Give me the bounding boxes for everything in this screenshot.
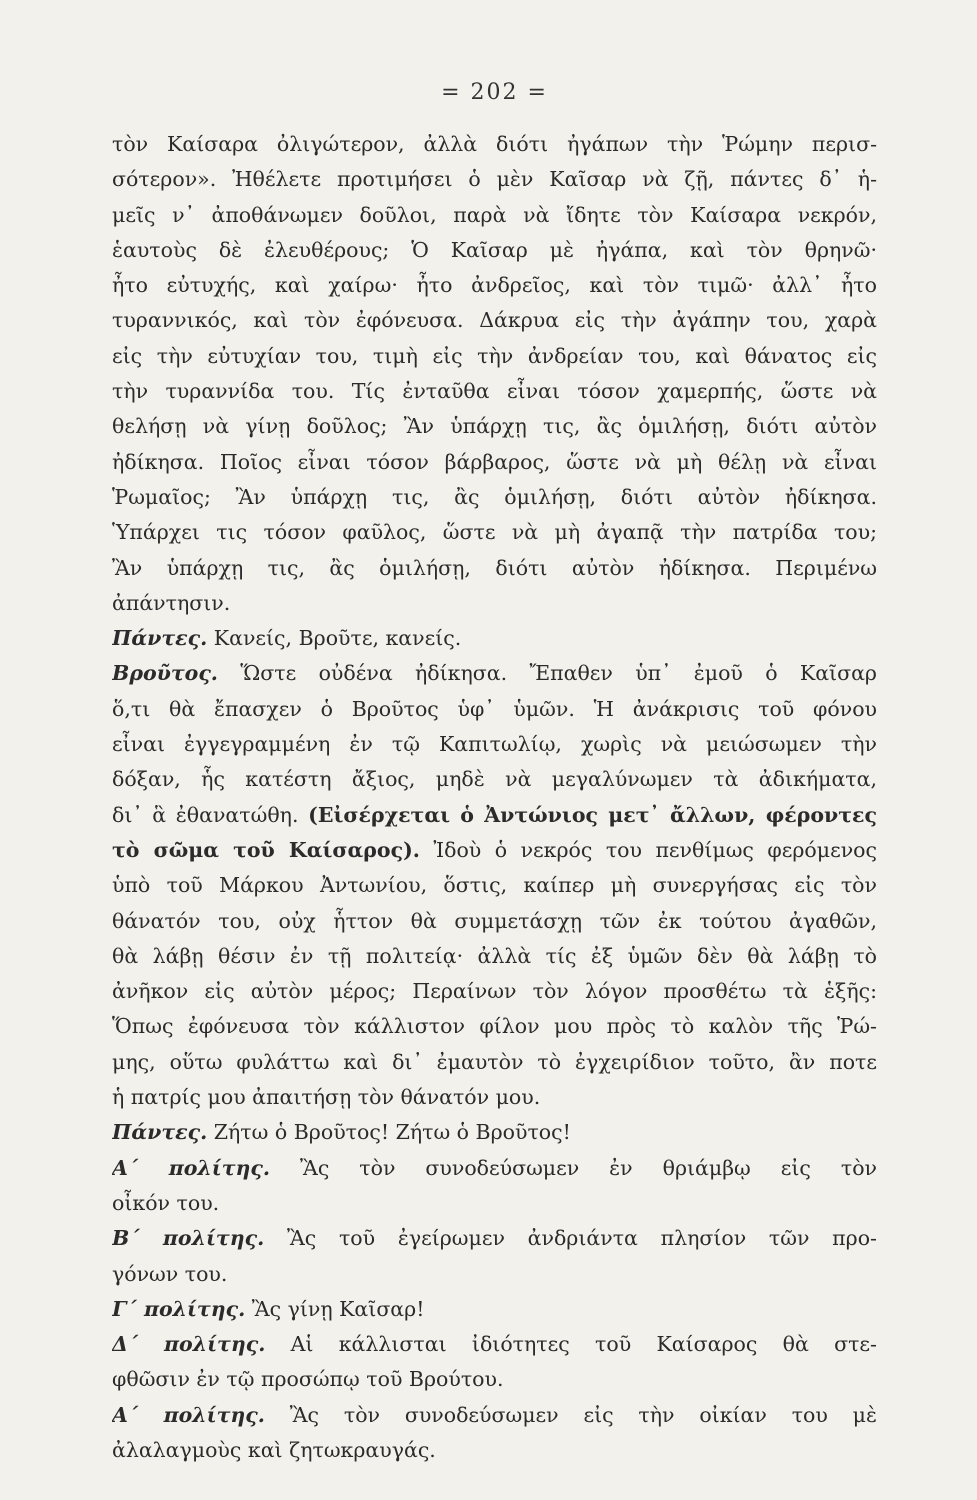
text-line: τὸν Καίσαρα ὀλιγώτερον, ἀλλὰ διότι ἠγάπων τὴν Ῥώμην περισ- bbox=[112, 132, 877, 156]
speech-text: Ζήτω ὁ Βροῦτος! Ζήτω ὁ Βροῦτος! bbox=[213, 1120, 571, 1145]
text-line: τυραννικός, καὶ τὸν ἐφόνευσα. Δάκρυα εἰς τὴν ἀγάπην του, χαρὰ bbox=[112, 308, 877, 333]
text-line: ὅ,τι θὰ ἔπασχεν ὁ Βροῦτος ὑφ᾽ ὑμῶν. Ἡ ἀνάκρισις τοῦ φόνου bbox=[112, 696, 877, 721]
text-line: τὴν τυραννίδα του. Τίς ἐνταῦθα εἶναι τόσον χαμερπής, ὥστε νὰ bbox=[112, 379, 877, 404]
speaker-name: Β΄ πολίτης. bbox=[112, 1226, 265, 1251]
speech-line bbox=[112, 621, 877, 656]
text-line: οἶκόν του. bbox=[112, 1190, 220, 1215]
speaker-name: Πάντες. bbox=[112, 1120, 208, 1145]
text-line: ἡ πατρίς μου ἀπαιτήσῃ τὸν θάνατόν μου. bbox=[112, 1085, 541, 1110]
speech-text: Αἱ κάλλισται ἰδιότητες τοῦ Καίσαρος θὰ στε- bbox=[290, 1332, 877, 1357]
text-line: σότερον». Ἠθέλετε προτιμήσει ὁ μὲν Καῖσαρ νὰ ζῇ, πάντες δ᾽ ἡ- bbox=[112, 167, 877, 192]
speech-line bbox=[112, 1115, 877, 1150]
text-line: ἠδίκησα. Ποῖος εἶναι τόσον βάρβαρος, ὥστε νὰ μὴ θέλῃ νὰ εἶναι bbox=[112, 449, 877, 474]
speech-text: Ἂς τὸν συνοδεύσωμεν εἰς τὴν οἰκίαν του μὲ bbox=[289, 1402, 877, 1427]
speech-text: Ἰδοὺ ὁ νεκρός του πενθίμως φερόμενος bbox=[433, 837, 877, 862]
text-line: εἶναι ἐγγεγραμμένη ἐν τῷ Καπιτωλίῳ, χωρὶς νὰ μειώσωμεν τὴν bbox=[112, 732, 877, 757]
speech-line bbox=[112, 1398, 877, 1433]
speech-text: Ὥστε οὐδένα ἠδίκησα. Ἔπαθεν ὑπ᾽ ἐμοῦ ὁ Καῖσαρ bbox=[240, 661, 877, 686]
speech-text: Ἂς τὸν συνοδεύσωμεν ἐν θριάμβῳ εἰς τὸν bbox=[300, 1155, 877, 1180]
speaker-name: Πάντες. bbox=[112, 626, 208, 651]
speech-text: δι᾽ ἃ ἐθανατώθη. bbox=[112, 802, 299, 827]
body-text bbox=[112, 127, 877, 1468]
text-line: ἀπάντησιν. bbox=[112, 590, 231, 615]
text-line: Ῥωμαῖος; Ἂν ὑπάρχῃ τις, ἂς ὁμιλήσῃ, διότι αὐτὸν ἠδίκησα. bbox=[112, 484, 877, 509]
text-line: ἦτο εὐτυχής, καὶ χαίρω· ἦτο ἀνδρεῖος, καὶ τὸν τιμῶ· ἀλλ᾽ ἦτο bbox=[112, 273, 877, 298]
text-line: ἑαυτοὺς δὲ ἐλευθέρους; Ὁ Καῖσαρ μὲ ἠγάπα, καὶ τὸν θρηνῶ· bbox=[112, 237, 877, 262]
speech-text: Κανείς, Βροῦτε, κανείς. bbox=[213, 626, 462, 651]
text-line: ὑπὸ τοῦ Μάρκου Ἀντωνίου, ὅστις, καίπερ μὴ συνεργήσας εἰς τὸν bbox=[112, 873, 877, 898]
speech-line bbox=[112, 656, 877, 691]
text-line: θὰ λάβῃ θέσιν ἐν τῇ πολιτείᾳ· ἀλλὰ τίς ἐξ ὑμῶν δὲν θὰ λάβῃ τὸ bbox=[112, 943, 877, 968]
speech-line bbox=[112, 833, 877, 868]
page-number: = 202 = bbox=[441, 80, 548, 105]
speech-text: Ἂς γίνῃ Καῖσαρ! bbox=[251, 1296, 425, 1321]
speech-line bbox=[112, 1292, 877, 1327]
text-line: ἀνῆκον εἰς αὐτὸν μέρος; Περαίνων τὸν λόγον προσθέτω τὰ ἑξῆς: bbox=[112, 979, 877, 1004]
text-line: Ὑπάρχει τις τόσον φαῦλος, ὥστε νὰ μὴ ἀγαπᾷ τὴν πατρίδα του; bbox=[112, 520, 877, 545]
speaker-name: Α΄ πολίτης. bbox=[112, 1155, 271, 1180]
speech-text: Ἂς τοῦ ἐγείρωμεν ἀνδριάντα πλησίον τῶν προ- bbox=[286, 1226, 877, 1251]
speaker-name: Γ΄ πολίτης. bbox=[112, 1296, 246, 1321]
text-line: γόνων του. bbox=[112, 1261, 228, 1286]
stage-direction: (Εἰσέρχεται ὁ Ἀντώνιος μετ᾽ ἄλλων, φέροντες bbox=[308, 802, 877, 827]
text-line: μεῖς ν᾽ ἀποθάνωμεν δοῦλοι, παρὰ νὰ ἴδητε τὸν Καίσαρα νεκρόν, bbox=[112, 202, 877, 227]
stage-direction: τὸ σῶμα τοῦ Καίσαρος). bbox=[112, 837, 420, 862]
speech-line bbox=[112, 1151, 877, 1186]
speaker-name: Α΄ πολίτης. bbox=[112, 1402, 265, 1427]
text-line: θάνατόν του, οὐχ ἧττον θὰ συμμετάσχῃ τῶν ἐκ τούτου ἀγαθῶν, bbox=[112, 908, 877, 933]
text-line: μης, οὕτω φυλάττω καὶ δι᾽ ἐμαυτὸν τὸ ἐγχειρίδιον τοῦτο, ἂν ποτε bbox=[112, 1049, 877, 1074]
speech-line bbox=[112, 1327, 877, 1362]
speaker-name: Δ΄ πολίτης. bbox=[112, 1332, 266, 1357]
text-line: εἰς τὴν εὐτυχίαν του, τιμὴ εἰς τὴν ἀνδρείαν του, καὶ θάνατος εἰς bbox=[112, 343, 877, 368]
text-line: Ἂν ὑπάρχῃ τις, ἂς ὁμιλήσῃ, διότι αὐτὸν ἠδίκησα. Περιμένω bbox=[112, 555, 877, 580]
text-line: φθῶσιν ἐν τῷ προσώπῳ τοῦ Βρούτου. bbox=[112, 1367, 504, 1392]
speech-line bbox=[112, 798, 877, 833]
text-line: δόξαν, ἧς κατέστη ἄξιος, μηδὲ νὰ μεγαλύνωμεν τὰ ἀδικήματα, bbox=[112, 767, 877, 792]
text-line: Ὅπως ἐφόνευσα τὸν κάλλιστον φίλον μου πρὸς τὸ καλὸν τῆς Ῥώ- bbox=[112, 1014, 877, 1039]
text-line: ἀλαλαγμοὺς καὶ ζητωκραυγάς. bbox=[112, 1437, 436, 1462]
speech-line bbox=[112, 1221, 877, 1256]
speaker-name: Βροῦτος. bbox=[112, 661, 218, 686]
text-line: θελήσῃ νὰ γίνῃ δοῦλος; Ἂν ὑπάρχῃ τις, ἂς ὁμιλήσῃ, διότι αὐτὸν bbox=[112, 414, 877, 439]
